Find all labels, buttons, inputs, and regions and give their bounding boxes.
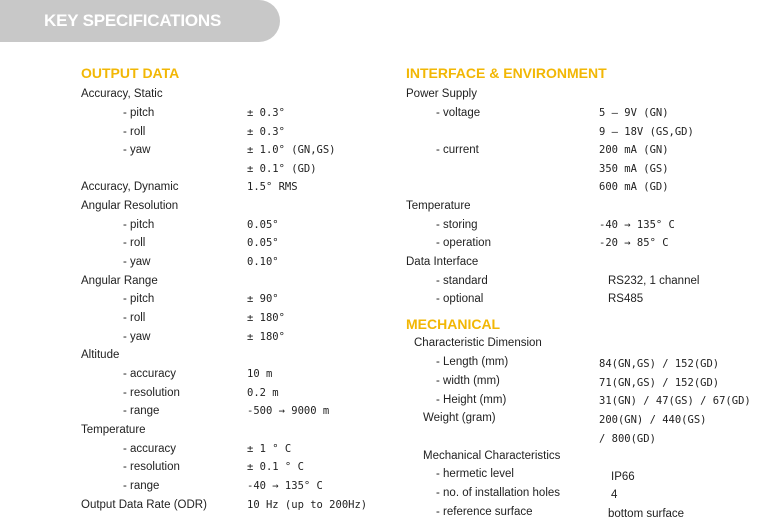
section-title-interface: INTERFACE & ENVIRONMENT: [406, 65, 607, 81]
spec-label: - yaw: [123, 256, 151, 268]
spec-label: - resolution: [123, 461, 180, 473]
spec-label: - range: [123, 480, 160, 492]
spec-value: ± 0.1 ° C: [247, 461, 304, 473]
spec-label: Temperature: [406, 200, 471, 212]
spec-label: - no. of installation holes: [436, 487, 561, 499]
spec-value: RS485: [608, 293, 644, 305]
section-title-mechanical: MECHANICAL: [406, 316, 501, 332]
section-title-output-data: OUTPUT DATA: [81, 65, 180, 81]
spec-label: - optional: [436, 293, 484, 305]
spec-value: 10 m: [247, 368, 273, 380]
spec-label: - current: [436, 144, 479, 156]
spec-label: - hermetic level: [436, 468, 514, 480]
spec-value: 10 Hz (up to 200Hz): [247, 499, 368, 511]
spec-label: - resolution: [123, 387, 180, 399]
spec-label: Weight (gram): [423, 412, 496, 424]
spec-label: Mechanical Characteristics: [423, 450, 561, 462]
spec-value: bottom surface: [608, 508, 685, 520]
spec-value: 5 – 9V (GN): [599, 107, 669, 119]
spec-value: ± 0.3°: [247, 126, 285, 138]
spec-value: ± 180°: [247, 312, 285, 324]
spec-label: - operation: [436, 237, 491, 249]
spec-value: ± 180°: [247, 331, 285, 343]
spec-value: -20 → 85° C: [599, 237, 669, 249]
spec-label: Altitude: [81, 349, 120, 361]
page-title: KEY SPECIFICATIONS: [44, 11, 222, 30]
spec-value: 1.5° RMS: [247, 181, 298, 193]
spec-value: 0.2 m: [247, 387, 279, 399]
spec-label: - Height (mm): [436, 394, 507, 406]
spec-value: 350 mA (GS): [599, 163, 669, 175]
spec-label: Accuracy, Dynamic: [81, 181, 179, 193]
spec-value: 4: [611, 489, 618, 501]
spec-label: Characteristic Dimension: [414, 337, 542, 349]
spec-value: -40 → 135° C: [247, 480, 323, 492]
spec-value: ± 0.3°: [247, 107, 285, 119]
spec-label: - accuracy: [123, 443, 177, 455]
spec-value: 600 mA (GD): [599, 181, 669, 193]
spec-label: - pitch: [123, 107, 155, 119]
spec-value: -500 → 9000 m: [247, 405, 330, 417]
spec-label: Temperature: [81, 424, 146, 436]
spec-value: 71(GN,GS) / 152(GD): [599, 377, 720, 389]
spec-label: Power Supply: [406, 88, 477, 100]
spec-label: - storing: [436, 219, 478, 231]
spec-value: / 800(GD): [599, 433, 656, 445]
spec-label: - standard: [436, 275, 488, 287]
spec-value: 200 mA (GN): [599, 144, 669, 156]
spec-value: 200(GN) / 440(GS): [599, 414, 707, 426]
spec-value: 0.05°: [247, 219, 279, 231]
spec-label: - Length (mm): [436, 356, 509, 368]
spec-label: - pitch: [123, 219, 155, 231]
spec-label: - roll: [123, 237, 146, 249]
spec-label: - voltage: [436, 107, 481, 119]
spec-label: - roll: [123, 312, 146, 324]
spec-label: Angular Range: [81, 275, 158, 287]
spec-value: 84(GN,GS) / 152(GD): [599, 358, 720, 370]
spec-label: - roll: [123, 126, 146, 138]
spec-value: 31(GN) / 47(GS) / 67(GD): [599, 395, 751, 407]
spec-value: -40 → 135° C: [599, 219, 675, 231]
spec-label: Output Data Rate (ODR): [81, 499, 207, 511]
spec-value: 0.10°: [247, 256, 279, 268]
header-bar: [0, 0, 280, 42]
spec-value: RS232, 1 channel: [608, 275, 700, 287]
spec-label: Angular Resolution: [81, 200, 179, 212]
spec-label: - range: [123, 405, 160, 417]
spec-value: ± 90°: [247, 293, 279, 305]
spec-value: ± 0.1° (GD): [247, 163, 317, 175]
spec-value: ± 1.0° (GN,GS): [247, 144, 336, 156]
spec-label: - yaw: [123, 144, 151, 156]
spec-label: - yaw: [123, 331, 151, 343]
spec-label: - reference surface: [436, 506, 533, 518]
spec-label: - accuracy: [123, 368, 177, 380]
spec-label: Data Interface: [406, 256, 479, 268]
spec-label: - width (mm): [436, 375, 500, 387]
spec-label: - pitch: [123, 293, 155, 305]
spec-value: 0.05°: [247, 237, 279, 249]
spec-value: ± 1 ° C: [247, 443, 292, 455]
spec-value: 9 – 18V (GS,GD): [599, 126, 694, 138]
spec-value: IP66: [611, 471, 635, 483]
spec-label: Accuracy, Static: [81, 88, 163, 100]
